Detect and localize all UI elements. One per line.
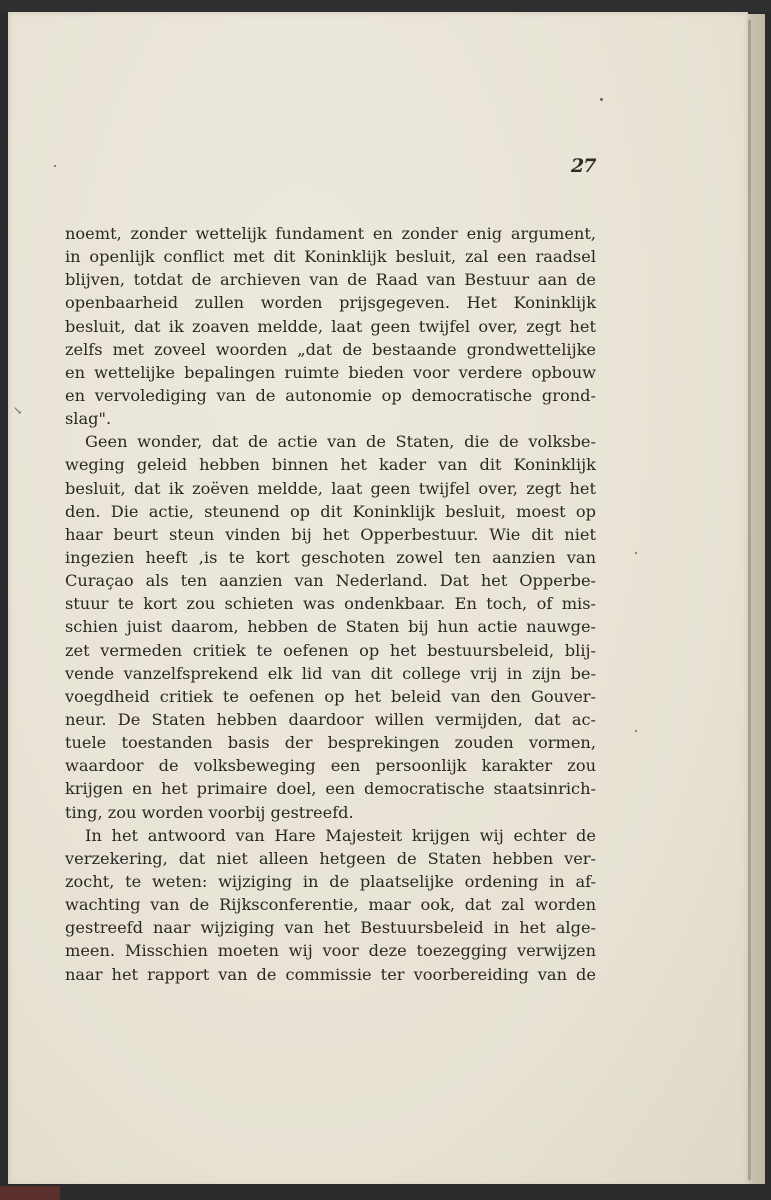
page-number: 27 (571, 155, 596, 177)
text-line: en vervolediging van de autonomie op democratische grond- (65, 385, 596, 405)
text-line: tuele toestanden basis der besprekingen zouden vormen, (65, 733, 596, 753)
text-line: neur. De Staten hebben daardoor willen vermijden, dat ac- (65, 709, 596, 729)
book-cover-edge (0, 1186, 60, 1200)
text-line: naar het rapport van de commissie ter voorbereiding van de (65, 964, 596, 984)
text-line: gestreefd naar wijziging van het Bestuursbeleid in het alge- (65, 918, 596, 938)
text-line: waardoor de volksbeweging een persoonlijk karakter zou (65, 756, 596, 776)
text-line: meen. Misschien moeten wij voor deze toezegging verwijzen (65, 941, 596, 961)
text-line: zelfs met zoveel woorden „dat de bestaande grondwettelijke (65, 339, 596, 359)
margin-mark-icon: ↘ (13, 404, 23, 417)
text-line: ting, zou worden voorbij gestreefd. (65, 802, 354, 822)
text-line: vende vanzelfsprekend elk lid van dit college vrij in zijn be- (65, 663, 596, 683)
paper-speck (600, 98, 603, 101)
text-line: stuur te kort zou schieten was ondenkbaar. En toch, of mis- (65, 594, 596, 614)
text-line: en wettelijke bepalingen ruimte bieden voor verdere opbouw (65, 362, 596, 382)
text-line: zocht, te weten: wijziging in de plaatselijke ordening in af- (65, 871, 596, 891)
body-text (65, 222, 596, 986)
text-line: wachting van de Rijksconferentie, maar ook, dat zal worden (65, 895, 596, 915)
text-line: den. Die actie, steunend op dit Koninklijk besluit, moest op (65, 501, 596, 521)
book-page (8, 12, 748, 1186)
text-line: openbaarheid zullen worden prijsgegeven. Het Koninklijk (65, 293, 596, 313)
text-line: besluit, dat ik zoaven meldde, laat geen twijfel over, zegt het (65, 316, 596, 336)
text-line: besluit, dat ik zoëven meldde, laat geen twijfel over, zegt het (65, 478, 596, 498)
text-line: blijven, totdat de archieven van de Raad van Bestuur aan de (65, 270, 596, 290)
scan-frame-top (0, 0, 771, 12)
paper-speck (54, 165, 56, 167)
text-line: verzekering, dat niet alleen hetgeen de Staten hebben ver- (65, 848, 596, 868)
text-line: zet vermeden critiek te oefenen op het bestuursbeleid, blij- (65, 640, 596, 660)
text-line: weging geleid hebben binnen het kader van dit Koninklijk (65, 455, 596, 475)
text-line: in openlijk conflict met dit Koninklijk besluit, zal een raadsel (65, 247, 596, 267)
text-line: voegdheid critiek te oefenen op het beleid van den Gouver- (65, 686, 596, 706)
text-line: slag". (65, 409, 112, 429)
text-line: ingezien heeft ,is te kort geschoten zowel ten aanzien van (65, 547, 596, 567)
scan-frame-bottom (0, 1184, 771, 1200)
text-line: Geen wonder, dat de actie van de Staten, die de volksbe- (85, 432, 596, 452)
text-line: schien juist daarom, hebben de Staten bij hun actie nauwge- (65, 617, 596, 637)
text-line: noemt, zonder wettelijk fundament en zonder enig argument, (65, 224, 596, 243)
page-edge-shadow (748, 20, 751, 1180)
text-line: krijgen en het primaire doel, een democratische staatsinrich- (65, 779, 596, 799)
text-line: Curaçao als ten aanzien van Nederland. Dat het Opperbe- (65, 571, 596, 591)
paper-speck (635, 552, 637, 554)
paper-speck (635, 730, 637, 732)
text-line: In het antwoord van Hare Majesteit krijgen wij echter de (85, 825, 596, 845)
text-line: haar beurt steun vinden bij het Opperbestuur. Wie dit niet (65, 524, 596, 544)
